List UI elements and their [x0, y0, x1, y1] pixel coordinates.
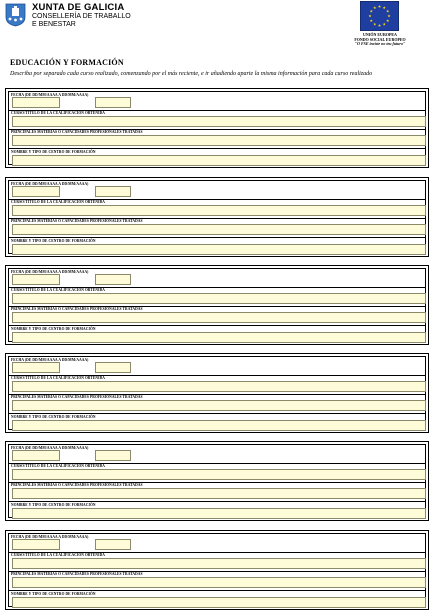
subjects-label: PRINCIPALES MATERIAS O CAPACIDADES PROFESIONALES TRATADAS [11, 219, 143, 223]
subjects-label: PRINCIPALES MATERIAS O CAPACIDADES PROFESIONALES TRATADAS [11, 483, 143, 487]
centre-field[interactable] [12, 332, 426, 343]
field-divider [9, 413, 425, 414]
education-entry [5, 177, 429, 257]
centre-field[interactable] [12, 420, 426, 431]
eu-motto: "O FSE inviste no teu futuro" [354, 41, 406, 47]
date-label: FECHA (DE DD/MM/AAAA A DD/MM/AAAA) [11, 358, 89, 362]
date-from-field[interactable] [12, 362, 60, 373]
date-from-field[interactable] [12, 186, 60, 197]
date-to-field[interactable] [95, 450, 131, 461]
course-field[interactable] [12, 469, 426, 480]
entry-frame [8, 91, 426, 165]
centre-label: NOMBRE Y TIPO DE CENTRO DE FORMACIÓN [11, 592, 96, 596]
org-dept-line2: E BENESTAR [32, 21, 76, 28]
date-from-field[interactable] [12, 539, 60, 550]
subjects-field[interactable] [12, 577, 426, 588]
eu-caption-line1: UNIÓN EUROPEA [363, 32, 397, 37]
centre-label: NOMBRE Y TIPO DE CENTRO DE FORMACIÓN [11, 415, 96, 419]
subjects-field[interactable] [12, 135, 426, 146]
field-divider [9, 590, 425, 591]
course-label: CURSO/TÍTULO DE LA CUALIFICACIÓN OBTENIDA [11, 288, 105, 292]
course-field[interactable] [12, 116, 426, 127]
education-entry [5, 88, 429, 168]
course-field[interactable] [12, 293, 426, 304]
org-name: XUNTA DE GALICIA [32, 2, 125, 13]
date-to-field[interactable] [95, 274, 131, 285]
course-label: CURSO/TÍTULO DE LA CUALIFICACIÓN OBTENIDA [11, 200, 105, 204]
centre-label: NOMBRE Y TIPO DE CENTRO DE FORMACIÓN [11, 327, 96, 331]
date-label: FECHA (DE DD/MM/AAAA A DD/MM/AAAA) [11, 446, 89, 450]
date-to-field[interactable] [95, 539, 131, 550]
entry-frame [8, 180, 426, 254]
subjects-label: PRINCIPALES MATERIAS O CAPACIDADES PROFESIONALES TRATADAS [11, 130, 143, 134]
eu-flag-icon [360, 1, 399, 31]
subjects-label: PRINCIPALES MATERIAS O CAPACIDADES PROFESIONALES TRATADAS [11, 395, 143, 399]
date-from-field[interactable] [12, 450, 60, 461]
date-from-field[interactable] [12, 97, 60, 108]
centre-label: NOMBRE Y TIPO DE CENTRO DE FORMACIÓN [11, 150, 96, 154]
education-entry [5, 530, 429, 610]
course-label: CURSO/TÍTULO DE LA CUALIFICACIÓN OBTENIDA [11, 464, 105, 468]
centre-label: NOMBRE Y TIPO DE CENTRO DE FORMACIÓN [11, 503, 96, 507]
course-field[interactable] [12, 558, 426, 569]
date-label: FECHA (DE DD/MM/AAAA A DD/MM/AAAA) [11, 270, 89, 274]
field-divider [9, 325, 425, 326]
date-label: FECHA (DE DD/MM/AAAA A DD/MM/AAAA) [11, 182, 89, 186]
education-entry [5, 265, 429, 345]
section-instructions: Describa por separado cada curso realizado, comenzando por el más reciente, e ir añadiendo aparte la misma información para cada curso realizado [10, 71, 373, 77]
centre-field[interactable] [12, 508, 426, 519]
entry-frame [8, 444, 426, 518]
course-label: CURSO/TÍTULO DE LA CUALIFICACIÓN OBTENIDA [11, 111, 105, 115]
field-divider [9, 148, 425, 149]
document-header [0, 0, 439, 56]
date-label: FECHA (DE DD/MM/AAAA A DD/MM/AAAA) [11, 535, 89, 539]
eu-caption [346, 33, 414, 47]
section-title: EDUCACIÓN Y FORMACIÓN [10, 58, 124, 67]
centre-field[interactable] [12, 244, 426, 255]
entry-frame [8, 356, 426, 430]
centre-field[interactable] [12, 155, 426, 166]
org-dept-line1: CONSELLERÍA DE TRABALLO [32, 13, 131, 20]
date-to-field[interactable] [95, 186, 131, 197]
education-entry [5, 441, 429, 521]
date-from-field[interactable] [12, 274, 60, 285]
field-divider [9, 237, 425, 238]
subjects-field[interactable] [12, 312, 426, 323]
subjects-field[interactable] [12, 224, 426, 235]
field-divider [9, 501, 425, 502]
subjects-label: PRINCIPALES MATERIAS O CAPACIDADES PROFESIONALES TRATADAS [11, 572, 143, 576]
date-to-field[interactable] [95, 362, 131, 373]
entry-frame [8, 268, 426, 342]
eu-caption-line2: FONDO SOCIAL EUROPEO [354, 36, 406, 42]
subjects-field[interactable] [12, 400, 426, 411]
subjects-field[interactable] [12, 488, 426, 499]
course-label: CURSO/TÍTULO DE LA CUALIFICACIÓN OBTENIDA [11, 376, 105, 380]
course-label: CURSO/TÍTULO DE LA CUALIFICACIÓN OBTENIDA [11, 553, 105, 557]
centre-label: NOMBRE Y TIPO DE CENTRO DE FORMACIÓN [11, 239, 96, 243]
centre-field[interactable] [12, 597, 426, 608]
course-field[interactable] [12, 381, 426, 392]
date-to-field[interactable] [95, 97, 131, 108]
xunta-logo-icon [4, 3, 27, 27]
date-label: FECHA (DE DD/MM/AAAA A DD/MM/AAAA) [11, 93, 89, 97]
course-field[interactable] [12, 205, 426, 216]
entry-frame [8, 533, 426, 607]
subjects-label: PRINCIPALES MATERIAS O CAPACIDADES PROFESIONALES TRATADAS [11, 307, 143, 311]
org-department [32, 13, 152, 29]
education-entry [5, 353, 429, 433]
